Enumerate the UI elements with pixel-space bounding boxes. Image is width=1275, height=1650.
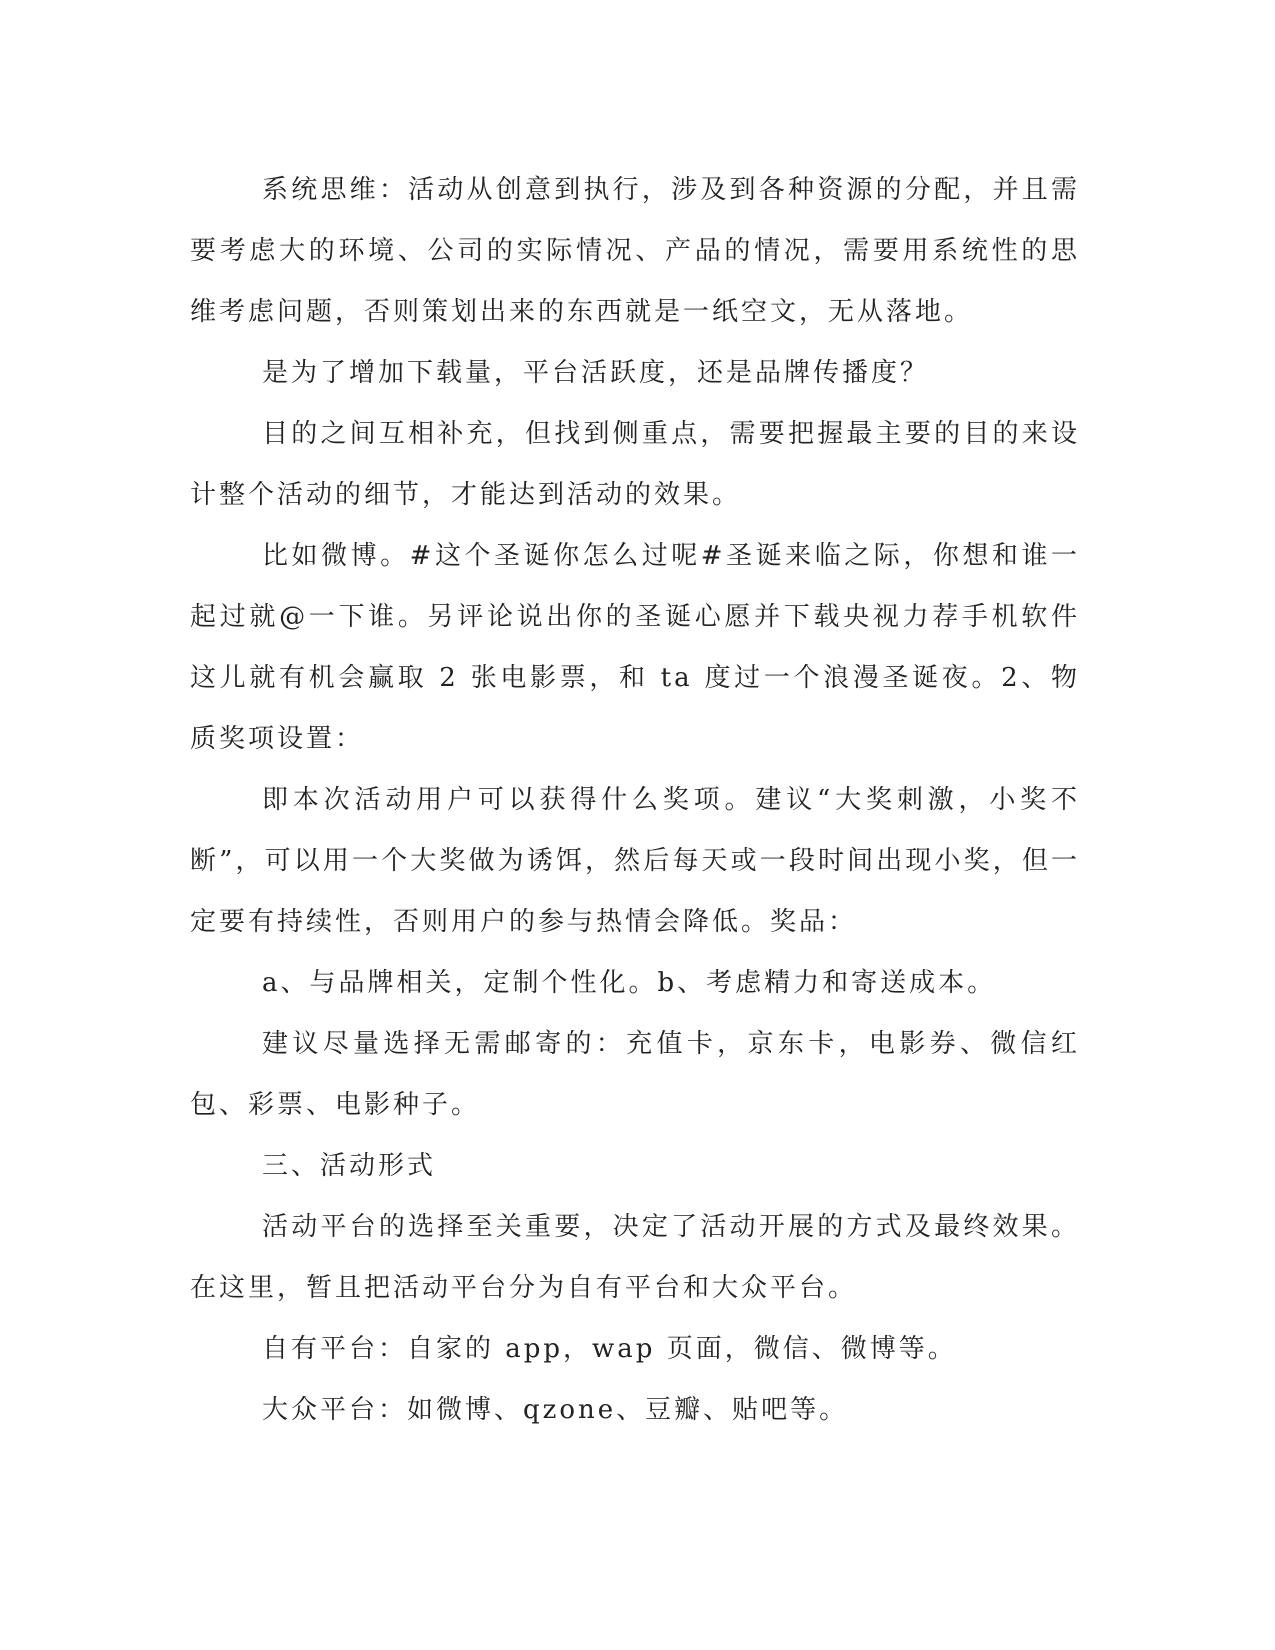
paragraph-goal-question: 是为了增加下载量，平台活跃度，还是品牌传播度？	[262, 358, 930, 388]
paragraph-public-platform: 大众平台：如微博、qzone、豆瓣、贴吧等。	[262, 1395, 849, 1425]
paragraph-prize-types: 建议尽量选择无需邮寄的：充值卡，京东卡，电影券、微信红包、彩票、电影种子。	[190, 1029, 1080, 1120]
paragraph-goal-focus: 目的之间互相补充，但找到侧重点，需要把握最主要的目的来设计整个活动的细节，才能达到活动的效果。	[190, 419, 1080, 510]
paragraph-own-platform: 自有平台：自家的 app，wap 页面，微信、微博等。	[262, 1334, 957, 1364]
paragraph-prize-suggestion: 即本次活动用户可以获得什么奖项。建议“大奖刺激，小奖不断”，可以用一个大奖做为诱饵，然后每天或一段时间出现小奖，但一定要有持续性，否则用户的参与热情会降低。奖品：	[190, 785, 1080, 937]
paragraph-system-thinking: 系统思维：活动从创意到执行，涉及到各种资源的分配，并且需要考虑大的环境、公司的实际情况、产品的情况，需要用系统性的思维考虑问题，否则策划出来的东西就是一纸空文，无从落地。	[190, 175, 1080, 327]
section-heading-activity-form: 三、活动形式	[262, 1151, 437, 1181]
paragraph-weibo-example: 比如微博。#这个圣诞你怎么过呢#圣诞来临之际，你想和谁一起过就@一下谁。另评论说出你的圣诞心愿并下载央视力荐手机软件这儿就有机会赢取 2 张电影票，和 ta 度过一个浪漫圣诞夜。2、物质奖项设置：	[190, 541, 1080, 754]
paragraph-platform-choice: 活动平台的选择至关重要，决定了活动开展的方式及最终效果。在这里，暂且把活动平台分为自有平台和大众平台。	[190, 1212, 1080, 1303]
document-body	[190, 160, 1080, 1441]
paragraph-prize-criteria: a、与品牌相关，定制个性化。b、考虑精力和寄送成本。	[262, 968, 997, 998]
